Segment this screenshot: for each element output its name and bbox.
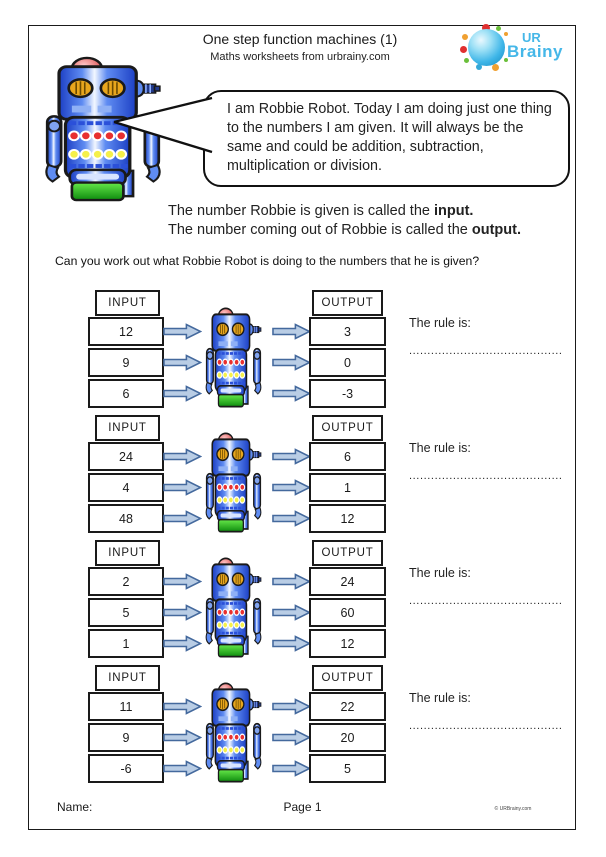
- input-cell: [88, 504, 164, 533]
- output-cell: [309, 723, 386, 752]
- right-arrow-icon: [163, 479, 202, 496]
- output-header-label: OUTPUT: [321, 547, 374, 559]
- rule-answer-line: ..........................................: [409, 720, 563, 732]
- rule-answer-line: ..........................................: [409, 345, 563, 357]
- output-cell: [309, 317, 386, 346]
- right-arrow-icon: [272, 573, 311, 590]
- output-cell: [309, 598, 386, 627]
- right-arrow-icon: [272, 510, 311, 527]
- output-definition-text: The number coming out of Robbie is called the: [168, 222, 472, 238]
- input-value: 1: [122, 636, 130, 651]
- output-header-cell: [312, 665, 383, 691]
- output-value: 24: [340, 574, 355, 589]
- right-arrow-icon: [272, 479, 311, 496]
- input-value: 9: [122, 355, 130, 370]
- output-value: 6: [344, 449, 351, 464]
- input-header-label: INPUT: [108, 422, 147, 434]
- rule-answer-line: ..........................................: [409, 470, 563, 482]
- right-arrow-icon: [272, 448, 311, 465]
- input-cell: [88, 442, 164, 471]
- output-value: 0: [344, 355, 351, 370]
- output-value: 5: [344, 761, 351, 776]
- input-value: 11: [119, 699, 133, 714]
- input-cell: [88, 598, 164, 627]
- right-arrow-icon: [272, 323, 311, 340]
- input-value: 48: [119, 511, 133, 526]
- output-cell: [309, 473, 386, 502]
- function-machine-3: [88, 540, 568, 662]
- logo-dot: [460, 46, 467, 53]
- rule-answer-line: ..........................................: [409, 595, 563, 607]
- input-header-label: INPUT: [108, 547, 147, 559]
- page-subtitle: Maths worksheets from urbrainy.com: [210, 51, 390, 63]
- input-word: input.: [433, 203, 474, 219]
- input-value: 24: [119, 449, 133, 464]
- right-arrow-icon: [272, 354, 311, 371]
- input-cell: [88, 567, 164, 596]
- input-header-cell: [95, 665, 160, 691]
- input-header-cell: [95, 415, 160, 441]
- input-value: 4: [122, 480, 130, 495]
- right-arrow-icon: [163, 698, 202, 715]
- output-cell: [309, 754, 386, 783]
- output-value: -3: [341, 386, 354, 401]
- output-cell: [309, 692, 386, 721]
- input-value: 5: [122, 605, 130, 620]
- right-arrow-icon: [163, 729, 202, 746]
- input-value: 12: [119, 324, 133, 339]
- output-value: 3: [344, 324, 351, 339]
- output-cell: [309, 629, 386, 658]
- input-header-label: INPUT: [108, 672, 147, 684]
- right-arrow-icon: [163, 448, 202, 465]
- rule-label: The rule is:: [409, 691, 471, 705]
- input-cell: [88, 723, 164, 752]
- output-cell: [309, 379, 386, 408]
- input-value: -6: [120, 761, 132, 776]
- output-header-label: OUTPUT: [321, 297, 374, 309]
- right-arrow-icon: [163, 354, 202, 371]
- logo-dot: [496, 26, 501, 31]
- right-arrow-icon: [163, 323, 202, 340]
- output-definition: [168, 221, 521, 240]
- name-label: Name:: [57, 800, 93, 814]
- robbie-robot-machine-icon: [205, 557, 262, 658]
- logo-dot: [462, 34, 468, 40]
- right-arrow-icon: [272, 729, 311, 746]
- input-header-cell: [95, 290, 160, 316]
- right-arrow-icon: [272, 385, 311, 402]
- right-arrow-icon: [272, 760, 311, 777]
- worksheet-question: Can you work out what Robbie Robot is doing to the numbers that he is given?: [55, 254, 480, 268]
- right-arrow-icon: [163, 573, 202, 590]
- input-header-cell: [95, 540, 160, 566]
- input-value: 6: [122, 386, 130, 401]
- logo-dot: [492, 64, 499, 71]
- right-arrow-icon: [163, 510, 202, 527]
- right-arrow-icon: [163, 604, 202, 621]
- right-arrow-icon: [163, 635, 202, 652]
- input-value: 2: [122, 574, 130, 589]
- robbie-robot-machine-icon: [205, 307, 262, 408]
- input-cell: [88, 754, 164, 783]
- output-header-cell: [312, 415, 383, 441]
- input-cell: [88, 379, 164, 408]
- input-definition: [168, 202, 521, 221]
- output-cell: [309, 567, 386, 596]
- right-arrow-icon: [272, 604, 311, 621]
- intro-definitions: [168, 202, 521, 240]
- urbrainy-logo: [462, 26, 576, 72]
- output-cell: [309, 442, 386, 471]
- function-machine-2: [88, 415, 568, 537]
- globe-icon: [468, 29, 505, 66]
- input-cell: [88, 629, 164, 658]
- output-header-cell: [312, 290, 383, 316]
- output-word: output.: [471, 222, 521, 238]
- rule-label: The rule is:: [409, 441, 471, 455]
- output-value: 1: [344, 480, 351, 495]
- input-value: 9: [122, 730, 130, 745]
- output-cell: [309, 504, 386, 533]
- rule-label: The rule is:: [409, 566, 471, 580]
- output-header-label: OUTPUT: [321, 422, 374, 434]
- output-value: 20: [340, 730, 355, 745]
- robbie-robot-machine-icon: [205, 432, 262, 533]
- copyright-text: © URBrainy.com: [494, 806, 532, 812]
- logo-dot: [464, 58, 469, 63]
- output-value: 12: [340, 636, 355, 651]
- output-header-cell: [312, 540, 383, 566]
- speech-bubble: I am Robbie Robot. Today I am doing just one thing to the numbers I am given. It will always be the same and could be addition, subtraction, multiplication or division.: [203, 90, 570, 187]
- input-cell: [88, 473, 164, 502]
- output-cell: [309, 348, 386, 377]
- output-value: 60: [340, 605, 355, 620]
- logo-text-brainy: Brainy: [507, 42, 563, 61]
- output-header-label: OUTPUT: [321, 672, 374, 684]
- robbie-robot-machine-icon: [205, 682, 262, 783]
- output-value: 22: [340, 699, 355, 714]
- right-arrow-icon: [163, 760, 202, 777]
- page-title: One step function machines (1): [202, 31, 398, 47]
- page-number: Page 1: [283, 800, 322, 814]
- input-cell: [88, 348, 164, 377]
- rule-label: The rule is:: [409, 316, 471, 330]
- input-cell: [88, 692, 164, 721]
- logo-text-ur: UR: [522, 30, 541, 45]
- right-arrow-icon: [272, 698, 311, 715]
- right-arrow-icon: [163, 385, 202, 402]
- input-definition-text: The number Robbie is given is called the: [168, 203, 434, 219]
- output-value: 12: [340, 511, 355, 526]
- input-cell: [88, 317, 164, 346]
- logo-dot: [504, 32, 508, 36]
- right-arrow-icon: [272, 635, 311, 652]
- input-header-label: INPUT: [108, 297, 147, 309]
- speech-bubble-tail: [110, 94, 216, 156]
- function-machine-4: [88, 665, 568, 787]
- function-machine-1: [88, 290, 568, 412]
